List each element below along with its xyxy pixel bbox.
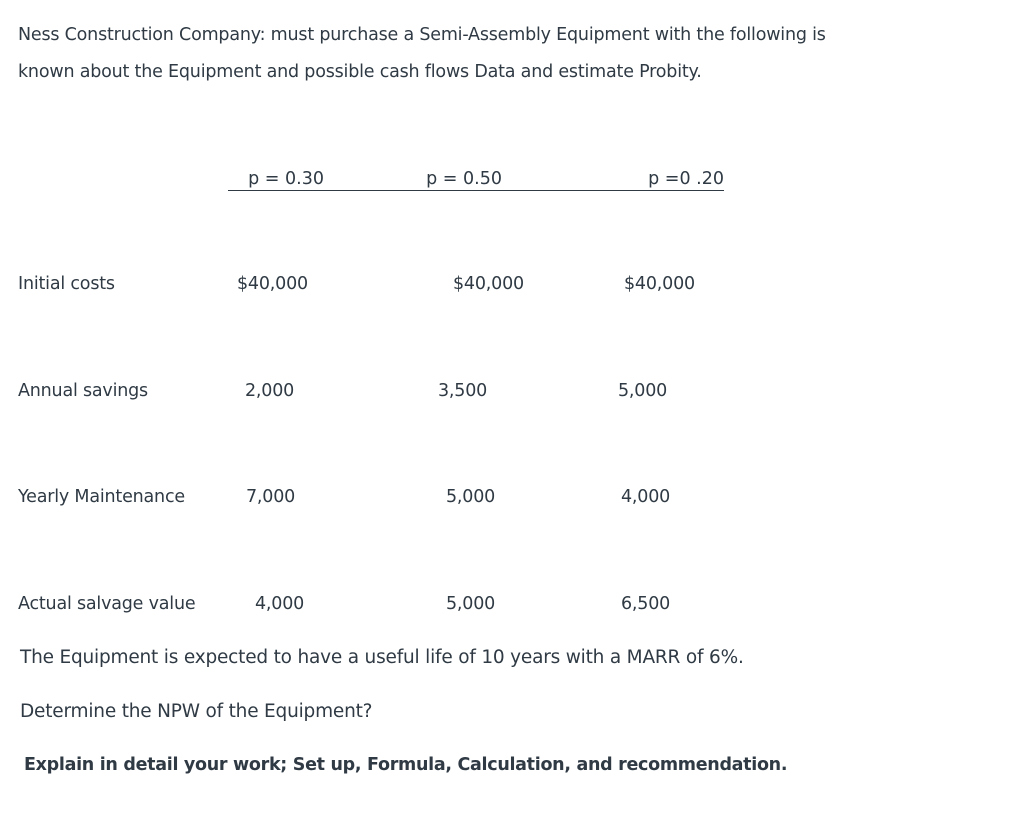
row-label-actual-salvage-value: Actual salvage value bbox=[18, 594, 196, 614]
row-label-annual-savings: Annual savings bbox=[18, 381, 148, 401]
annual-savings-p50: 3,500 bbox=[438, 381, 488, 401]
row-label-yearly-maintenance: Yearly Maintenance bbox=[18, 487, 185, 507]
intro-line-1: Ness Construction Company: must purchase a Semi-Assembly Equipment with the following is bbox=[18, 25, 826, 45]
initial-costs-p20: $40,000 bbox=[624, 274, 695, 294]
intro-line-2: known about the Equipment and possible cash flows Data and estimate Probity. bbox=[18, 62, 702, 82]
row-label-initial-costs: Initial costs bbox=[18, 274, 115, 294]
probability-header-2: p = 0.50 bbox=[324, 168, 502, 191]
annual-savings-p20: 5,000 bbox=[618, 381, 668, 401]
salvage-value-p20: 6,500 bbox=[621, 594, 671, 614]
problem-instruction: Explain in detail your work; Set up, Formula, Calculation, and recommendation. bbox=[24, 755, 788, 775]
problem-statement: The Equipment is expected to have a useful life of 10 years with a MARR of 6%. bbox=[20, 647, 744, 668]
salvage-value-p50: 5,000 bbox=[446, 594, 496, 614]
initial-costs-p30: $40,000 bbox=[237, 274, 308, 294]
salvage-value-p30: 4,000 bbox=[255, 594, 305, 614]
initial-costs-p50: $40,000 bbox=[453, 274, 524, 294]
yearly-maintenance-p20: 4,000 bbox=[621, 487, 671, 507]
yearly-maintenance-p30: 7,000 bbox=[246, 487, 296, 507]
annual-savings-p30: 2,000 bbox=[245, 381, 295, 401]
problem-question: Determine the NPW of the Equipment? bbox=[20, 701, 373, 722]
probability-header-1: p = 0.30 bbox=[228, 168, 326, 191]
yearly-maintenance-p50: 5,000 bbox=[446, 487, 496, 507]
probability-header-3: p =0 .20 bbox=[502, 168, 724, 191]
